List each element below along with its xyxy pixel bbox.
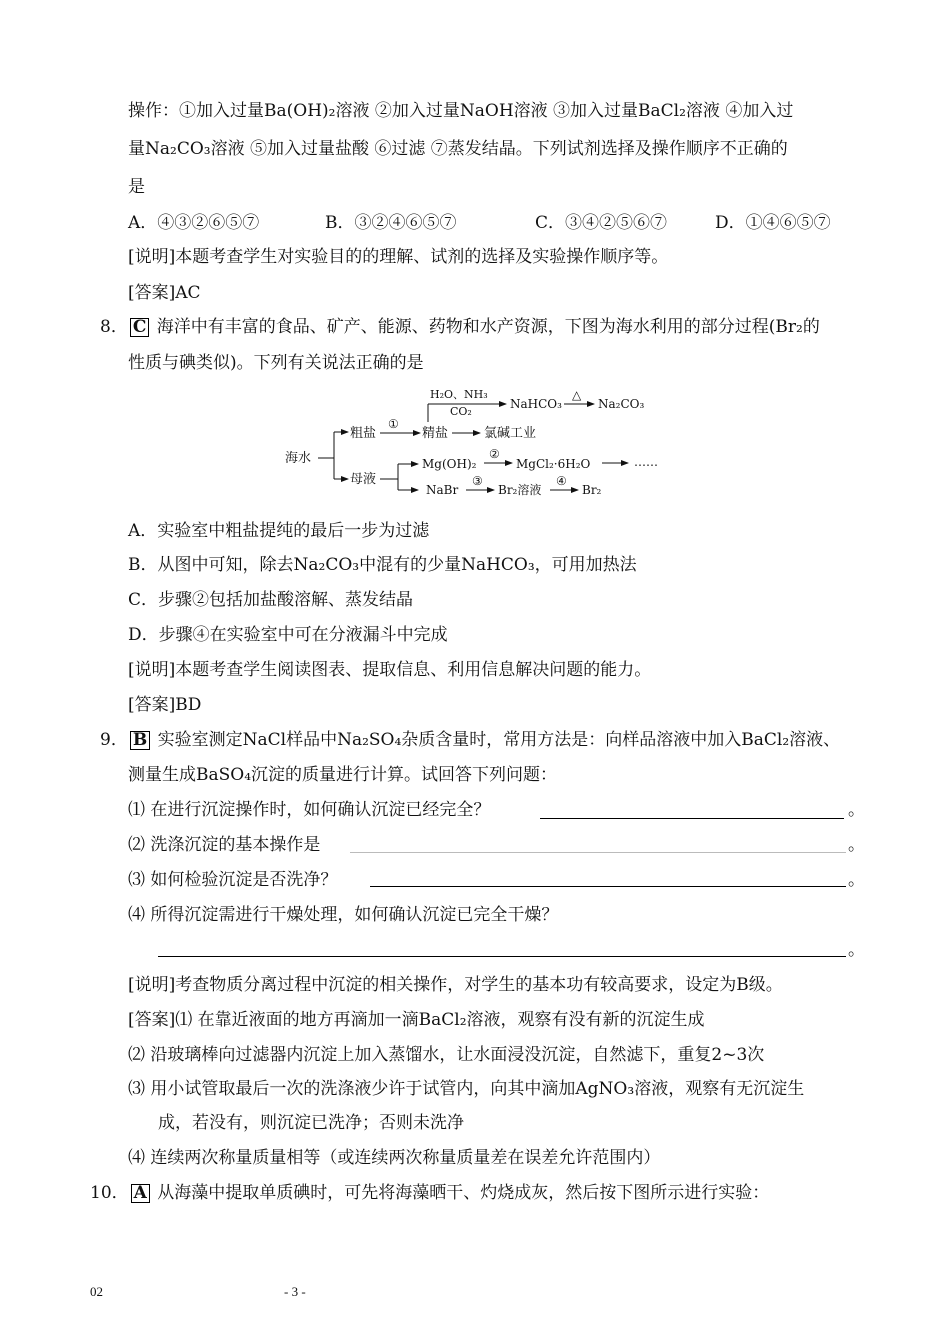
diagram-nahco3: NaHCO₃	[510, 397, 562, 411]
q7-option-b: B．③②④⑥⑤⑦	[325, 213, 457, 233]
diagram-heat: △	[572, 388, 582, 402]
q10-stem	[90, 1182, 769, 1204]
q10-stem-text: 从海藻中提取单质碘时，可先将海藻晒干、灼烧成灰，然后按下图所示进行实验：	[157, 1183, 770, 1203]
q7-option-a: A．④③②⑥⑤⑦	[128, 213, 260, 233]
diagram-reagent-top: H₂O、NH₃	[430, 388, 488, 401]
diagram-refined-salt: 精盐	[422, 426, 449, 441]
q9-sub-1-period: 。	[848, 800, 865, 820]
q7-note: [说明]本题考查学生对实验目的的理解、试剂的选择及实验操作顺序等。	[128, 247, 669, 267]
q7-line-3: 是	[128, 177, 145, 197]
diagram-chlor-alkali: 氯碱工业	[484, 426, 537, 441]
q8-option-c: C．步骤②包括加盐酸溶解、蒸发结晶	[128, 590, 414, 610]
q9-sub-1-text: ⑴ 在进行沉淀操作时，如何确认沉淀已经完全？	[128, 800, 491, 820]
page-number: - 3 -	[284, 1284, 306, 1299]
q8-note: [说明]本题考查学生阅读图表、提取信息、利用信息解决问题的能力。	[128, 660, 652, 680]
q9-sub-3-period: 。	[848, 870, 865, 890]
seawater-process-diagram	[280, 382, 680, 504]
diagram-seawater: 海水	[285, 451, 312, 466]
diagram-step-4: ④	[556, 474, 567, 488]
q8-stem-line-2: 性质与碘类似)。下列有关说法正确的是	[128, 353, 424, 373]
q8-stem-text: 海洋中有丰富的食品、矿产、能源、药物和水产资源，下图为海水利用的部分过程(Br₂的	[156, 317, 820, 337]
diagram-step-2: ②	[489, 447, 500, 461]
q7-line-2: 量Na₂CO₃溶液 ⑤加入过量盐酸 ⑥过滤 ⑦蒸发结晶。下列试剂选择及操作顺序不正确的	[128, 139, 788, 159]
q7-answer: [答案]AC	[128, 283, 201, 303]
diagram-br2: Br₂	[582, 483, 602, 497]
diagram-nabr: NaBr	[426, 483, 459, 497]
q9-sub-1-blank[interactable]	[540, 818, 844, 819]
q8-level-badge: C	[130, 318, 150, 337]
q8-number: 8．	[100, 317, 128, 337]
q9-sub-3	[128, 869, 337, 891]
q9-answer-2: ⑵ 沿玻璃棒向过滤器内沉淀上加入蒸馏水，让水面浸没沉淀，自然滤下，重复2~3次	[128, 1045, 765, 1065]
diagram-mgoh2: Mg(OH)₂	[422, 457, 477, 471]
q9-answer-1: [答案]⑴ 在靠近液面的地方再滴加一滴BaCl₂溶液，观察有没有新的沉淀生成	[128, 1010, 705, 1030]
q9-sub-2-period: 。	[848, 835, 865, 855]
diagram-mother-liquor: 母液	[350, 472, 377, 487]
diagram-dots: ……	[634, 455, 658, 469]
q8-stem-line-1	[100, 316, 820, 338]
q8-option-d: D．步骤④在实验室中可在分液漏斗中完成	[128, 625, 448, 645]
diagram-reagent-bottom: CO₂	[450, 405, 472, 418]
q9-answer-3b: 成，若没有，则沉淀已洗净；否则未洗净	[158, 1113, 464, 1133]
diagram-step-3: ③	[472, 474, 483, 488]
q9-sub-3-blank[interactable]	[370, 886, 846, 887]
diagram-mgcl2: MgCl₂·6H₂O	[516, 457, 591, 471]
diagram-step-1: ①	[388, 417, 399, 431]
diagram-crude-salt: 粗盐	[350, 426, 377, 441]
q9-sub-2-blank-thin	[350, 852, 846, 853]
q9-sub-2-text: ⑵ 洗涤沉淀的基本操作是	[128, 835, 321, 855]
q7-option-c: C．③④②⑤⑥⑦	[535, 213, 668, 233]
q7-line-1: 操作：①加入过量Ba(OH)₂溶液 ②加入过量NaOH溶液 ③加入过量BaCl₂溶液 ④加入过	[128, 101, 794, 121]
q9-note: [说明]考查物质分离过程中沉淀的相关操作，对学生的基本功有较高要求，设定为B级。	[128, 975, 783, 995]
q9-sub-3-text: ⑶ 如何检验沉淀是否洗净？	[128, 870, 338, 890]
q9-sub-1	[128, 799, 490, 821]
q9-sub-4-period: 。	[848, 940, 865, 960]
q9-level-badge: B	[130, 731, 150, 750]
q9-stem-line-1	[100, 729, 840, 751]
q9-answer-4: ⑷ 连续两次称量质量相等（或连续两次称量质量差在误差允许范围内）	[128, 1148, 661, 1168]
q9-sub-4-blank[interactable]	[158, 956, 846, 957]
q10-number: 10．	[90, 1183, 129, 1203]
q9-sub-4: ⑷ 所得沉淀需进行干燥处理，如何确认沉淀已完全干燥？	[128, 905, 559, 925]
diagram-na2co3: Na₂CO₃	[598, 397, 645, 411]
q8-answer: [答案]BD	[128, 695, 202, 715]
q9-stem-text: 实验室测定NaCl样品中Na₂SO₄杂质含量时，常用方法是：向样品溶液中加入BaCl₂溶液、	[157, 730, 841, 750]
q7-option-d: D．①④⑥⑤⑦	[715, 213, 831, 233]
q9-number: 9．	[100, 730, 128, 750]
q8-option-b: B．从图中可知，除去Na₂CO₃中混有的少量NaHCO₃，可用加热法	[128, 555, 637, 575]
q9-stem-line-2: 测量生成BaSO₄沉淀的质量进行计算。试回答下列问题：	[128, 765, 558, 785]
q9-answer-3a: ⑶ 用小试管取最后一次的洗涤液少许于试管内，向其中滴加AgNO₃溶液，观察有无沉淀生	[128, 1079, 805, 1099]
diagram-br2-solution: Br₂溶液	[498, 483, 542, 497]
q8-option-a: A．实验室中粗盐提纯的最后一步为过滤	[128, 521, 430, 541]
footer-code: 02	[90, 1284, 103, 1299]
q9-sub-2	[128, 834, 320, 856]
q10-level-badge: A	[131, 1184, 150, 1203]
